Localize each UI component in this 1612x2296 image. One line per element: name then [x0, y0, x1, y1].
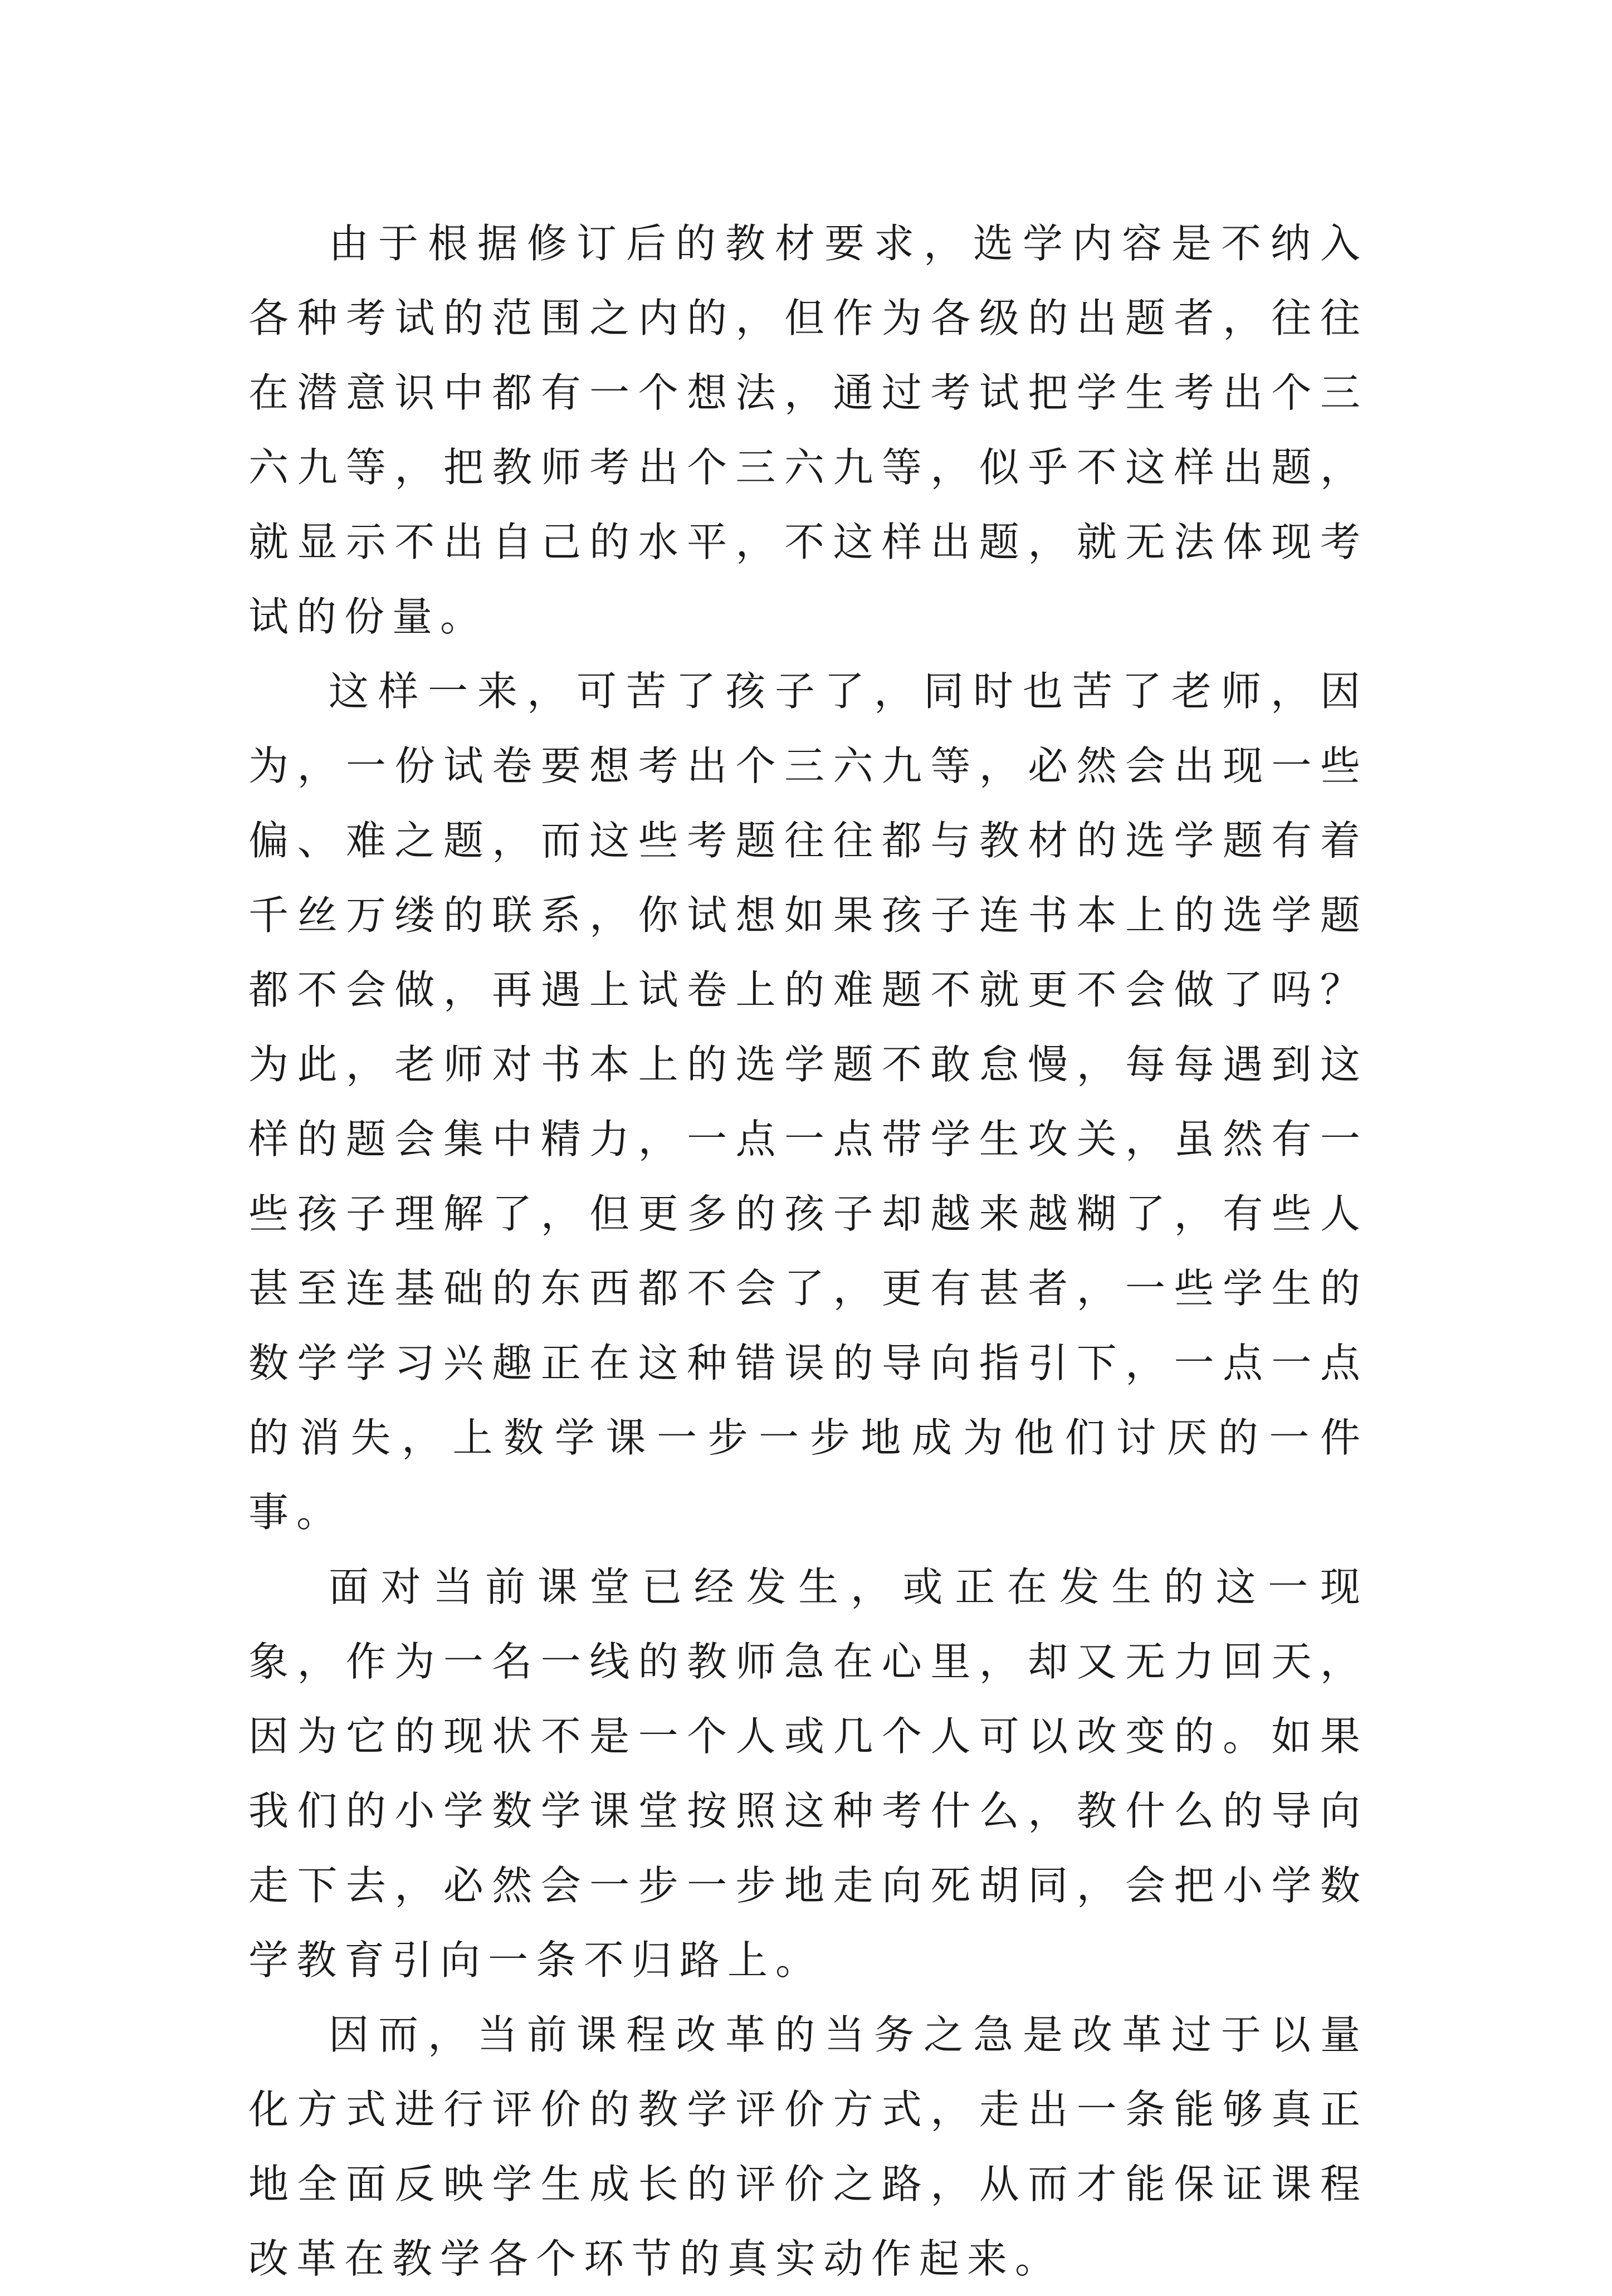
paragraph-1: 由于根据修订后的教材要求，选学内容是不纳入各种考试的范围之内的，但作为各级的出题者，往往在潜意识中都有一个想法，通过考试把学生考出个三六九等，把教师考出个三六九等，似乎不这样出题，就显示不出自己的水平，不这样出题，就无法体现考试的份量。: [248, 220, 1368, 640]
body-text: [248, 206, 1368, 2296]
paragraph-3: 面对当前课堂已经发生，或正在发生的这一现象，作为一名一线的教师急在心里，却又无力回天，因为它的现状不是一个人或几个人可以改变的。如果我们的小学数学课堂按照这种考什么，教什么的导向走下去，必然会一步一步地走向死胡同，会把小学数学教育引向一条不归路上。: [248, 1564, 1368, 1984]
paragraph-2: 这样一来，可苦了孩子了，同时也苦了老师，因为，一份试卷要想考出个三六九等，必然会出现一些偏、难之题，而这些考题往往都与教材的选学题有着千丝万缕的联系，你试想如果孩子连书本上的选学题都不会做，再遇上试卷上的难题不就更不会做了吗？为此，老师对书本上的选学题不敢怠慢，每每遇到这样的题会集中精力，一点一点带学生攻关，虽然有一些孩子理解了，但更多的孩子却越来越糊了，有些人甚至连基础的东西都不会了，更有甚者，一些学生的数学学习兴趣正在这种错误的导向指引下，一点一点的消失，上数学课一步一步地成为他们讨厌的一件事。: [248, 668, 1368, 1536]
paragraph-4: 因而，当前课程改革的当务之急是改革过于以量化方式进行评价的教学评价方式，走出一条能够真正地全面反映学生成长的评价之路，从而才能保证课程改革在教学各个环节的真实动作起来。: [248, 2011, 1368, 2282]
